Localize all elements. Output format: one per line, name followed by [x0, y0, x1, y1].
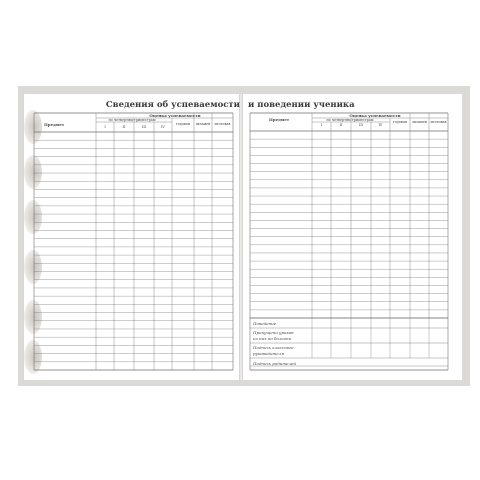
left-period-header: по четвертям/триместрам [108, 118, 156, 122]
teacher-signature-label-2: руководителя [253, 351, 284, 356]
left-final-annual: годовая [175, 122, 191, 126]
right-period-header: по четвертям/триместрам [326, 118, 374, 122]
right-final-annual: годовая [392, 120, 408, 124]
parents-signature-label: Подпись родителей [253, 361, 297, 366]
right-period-2: II [339, 123, 343, 127]
missed-lessons-label: Пропущено уроков [253, 330, 294, 335]
left-period-4: IV [161, 125, 165, 129]
right-final-total: итоговая [430, 120, 447, 124]
right-period-1: I [320, 123, 323, 127]
spread-title-right: и поведении ученика [248, 100, 355, 110]
left-period-2: II [122, 125, 126, 129]
right-subject-header: Предмет [269, 117, 290, 122]
missed-illness-label: из них по болезни [253, 336, 292, 341]
left-subject-header: Предмет [44, 122, 65, 127]
left-period-1: I [104, 125, 106, 129]
right-period-4: IV [378, 123, 383, 127]
left-grade-header: Оценка успеваемости [149, 113, 201, 118]
left-period-3: III [141, 125, 147, 129]
right-period-3: III [358, 123, 364, 127]
left-final-total: итоговая [214, 122, 231, 126]
right-grade-header: Оценка успеваемости [349, 113, 401, 118]
spread-title-left: Сведения об успеваемости [105, 100, 240, 110]
teacher-signature-label: Подпись классного [253, 345, 294, 350]
left-final-exam: экзамен [195, 122, 211, 126]
behavior-label: Поведение [253, 321, 277, 326]
right-final-exam: экзамен [412, 120, 427, 124]
